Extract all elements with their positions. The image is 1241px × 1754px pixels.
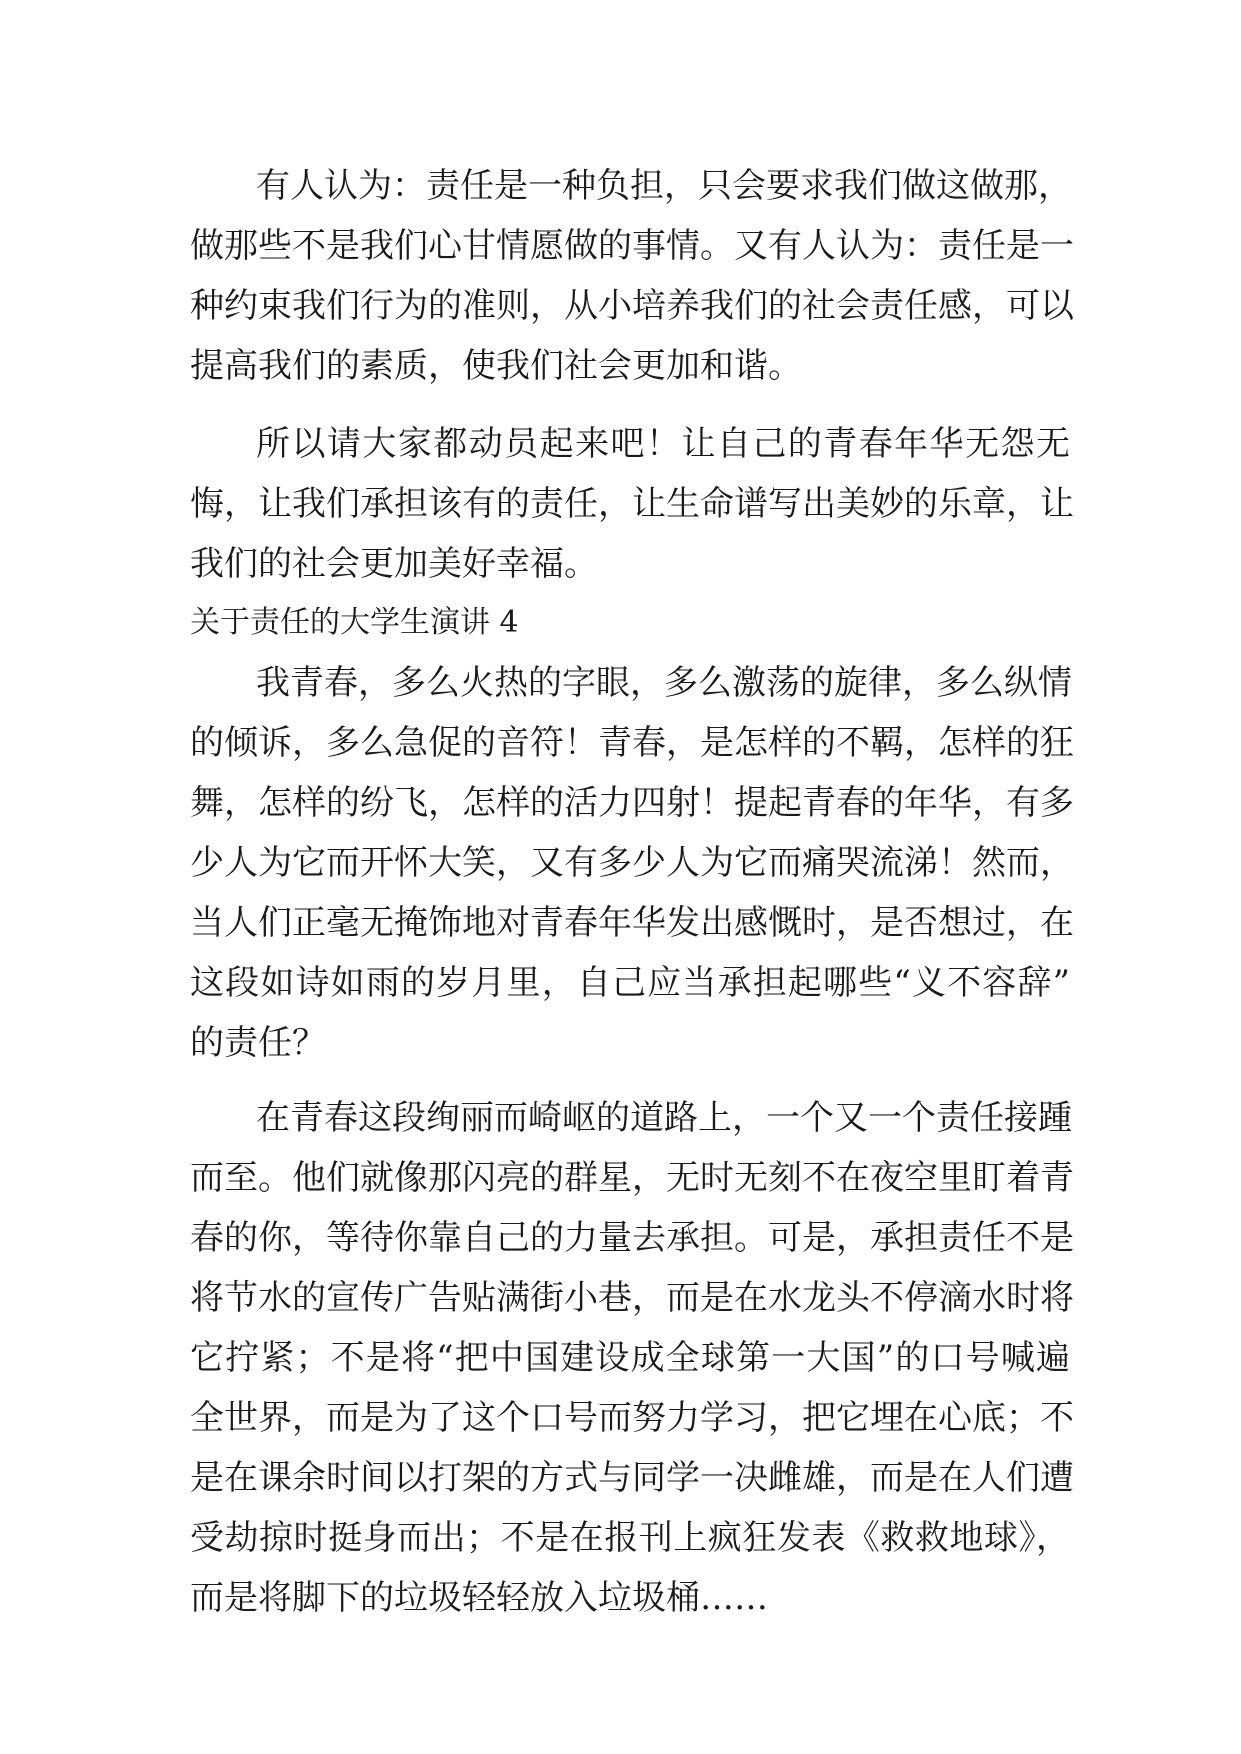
paragraph-line: 做那些不是我们心甘情愿做的事情。又有人认为：责任是一: [190, 226, 1074, 266]
paragraph-line: 的倾诉，多么急促的音符！青春，是怎样的不羁，怎样的狂: [190, 723, 1074, 763]
paragraph-line: 而是将脚下的垃圾轻轻放入垃圾桶……: [190, 1578, 768, 1618]
paragraph-line: 所以请大家都动员起来吧！让自己的青春年华无怨无: [256, 424, 1070, 464]
paragraph-line: 在青春这段绚丽而崎岖的道路上，一个又一个责任接踵: [256, 1098, 1072, 1138]
paragraph-line: 提高我们的素质，使我们社会更加和谐。: [190, 346, 802, 386]
paragraph-line: 而至。他们就像那闪亮的群星，无时无刻不在夜空里盯着青: [190, 1158, 1074, 1198]
paragraph-line: 有人认为：责任是一种负担，只会要求我们做这做那，: [256, 166, 1072, 206]
paragraph-line: 它拧紧；不是将“把中国建设成全球第一大国”的口号喊遍: [190, 1338, 1070, 1378]
paragraph-line: 种约束我们行为的准则，从小培养我们的社会责任感，可以: [190, 286, 1074, 326]
paragraph-line: 悔，让我们承担该有的责任，让生命谱写出美妙的乐章，让: [190, 484, 1074, 524]
paragraph-line: 全世界，而是为了这个口号而努力学习，把它埋在心底；不: [190, 1398, 1074, 1438]
paragraph-line: 我们的社会更加美好幸福。: [190, 544, 598, 584]
paragraph-line: 受劫掠时挺身而出；不是在报刊上疯狂发表《救救地球》，: [190, 1518, 1070, 1558]
paragraph-line: 这段如诗如雨的岁月里，自己应当承担起哪些“义不容辞”: [190, 963, 1070, 1003]
paragraph-line: 当人们正毫无掩饰地对青春年华发出感慨时，是否想过，在: [190, 903, 1074, 943]
paragraph-line: 舞，怎样的纷飞，怎样的活力四射！提起青春的年华，有多: [190, 783, 1074, 823]
paragraph-line: 我青春，多么火热的字眼，多么激荡的旋律，多么纵情: [256, 663, 1072, 703]
section-heading: 关于责任的大学生演讲 4: [190, 605, 519, 640]
paragraph-line: 是在课余时间以打架的方式与同学一决雌雄，而是在人们遭: [190, 1458, 1074, 1498]
paragraph-line: 春的你，等待你靠自己的力量去承担。可是，承担责任不是: [190, 1218, 1074, 1258]
paragraph-line: 少人为它而开怀大笑，又有多少人为它而痛哭流涕！然而，: [190, 843, 1074, 883]
paragraph-line: 将节水的宣传广告贴满街小巷，而是在水龙头不停滴水时将: [190, 1278, 1074, 1318]
paragraph-line: 的责任？: [190, 1023, 326, 1063]
